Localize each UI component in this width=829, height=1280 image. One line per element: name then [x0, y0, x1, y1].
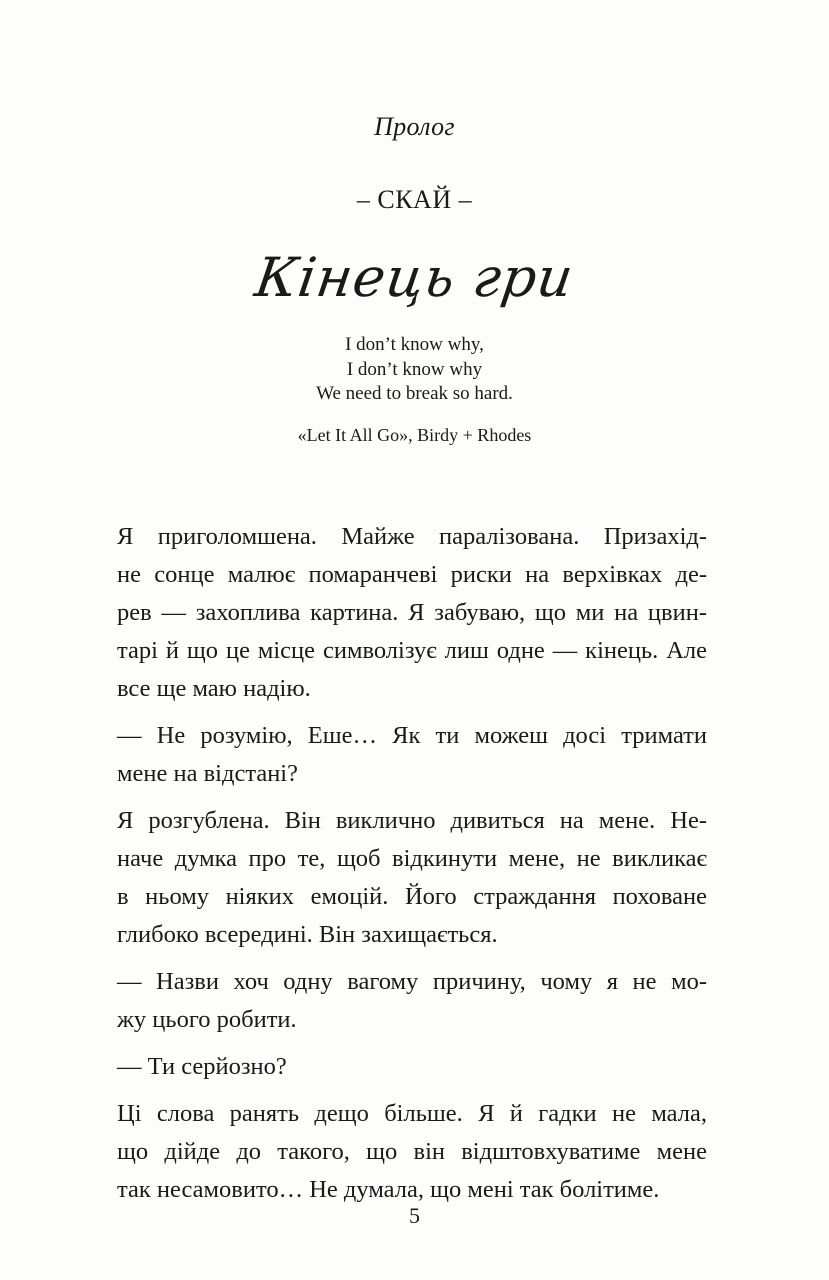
text-line: рев — захоплива картина. Я забуваю, що ми на цвин-	[117, 599, 707, 626]
pov-heading: – СКАЙ –	[356, 185, 473, 214]
text-line: мене на відстані?	[117, 760, 298, 787]
paragraph	[117, 717, 707, 793]
text-line: — Назви хоч одну вагому причину, чому я не мо-	[117, 968, 707, 995]
text-line: не сонце малює помаранчеві риски на верхівках де-	[117, 561, 707, 588]
epigraph-line: I don’t know why	[346, 358, 483, 380]
epigraph-line: We need to break so hard.	[316, 383, 513, 404]
paragraph	[117, 1095, 707, 1209]
text-line: так несамовито… Не думала, що мені так болітиме.	[117, 1176, 660, 1203]
epigraph-line: I don’t know why,	[345, 334, 484, 355]
text-line: все ще маю надію.	[117, 675, 311, 702]
paragraph	[117, 963, 707, 1039]
text-line: — Ти серйозно?	[117, 1053, 287, 1080]
text-line: в ньому ніяких емоцій. Його страждання поховане	[117, 883, 707, 910]
text-line: Я приголомшена. Майже паралізована. Призахід-	[117, 523, 707, 550]
chapter-label: Пролог	[374, 112, 455, 141]
paragraph	[117, 802, 707, 954]
body-text	[117, 518, 707, 1218]
chapter-title: Кінець гри	[251, 246, 578, 309]
text-line: глибоко всередині. Він захищається.	[117, 921, 498, 948]
paragraph	[117, 518, 707, 708]
epigraph	[0, 333, 829, 407]
page-number: 5	[409, 1203, 420, 1228]
epigraph-source: «Let It All Go», Birdy + Rhodes	[297, 425, 532, 445]
paragraph	[117, 1048, 707, 1086]
text-line: Ці слова ранять дещо більше. Я й гадки не мала,	[117, 1100, 707, 1127]
text-line: жу цього робити.	[117, 1006, 297, 1033]
text-line: що дійде до такого, що він відштовхуватиме мене	[117, 1138, 707, 1165]
text-line: тарі й що це місце символізує лиш одне — кінець. Але	[117, 637, 707, 664]
text-line: наче думка про те, щоб відкинути мене, не викликає	[117, 845, 707, 872]
text-line: — Не розумію, Еше… Як ти можеш досі тримати	[117, 722, 707, 749]
text-line: Я розгублена. Він виклично дивиться на мене. Не-	[117, 807, 707, 834]
